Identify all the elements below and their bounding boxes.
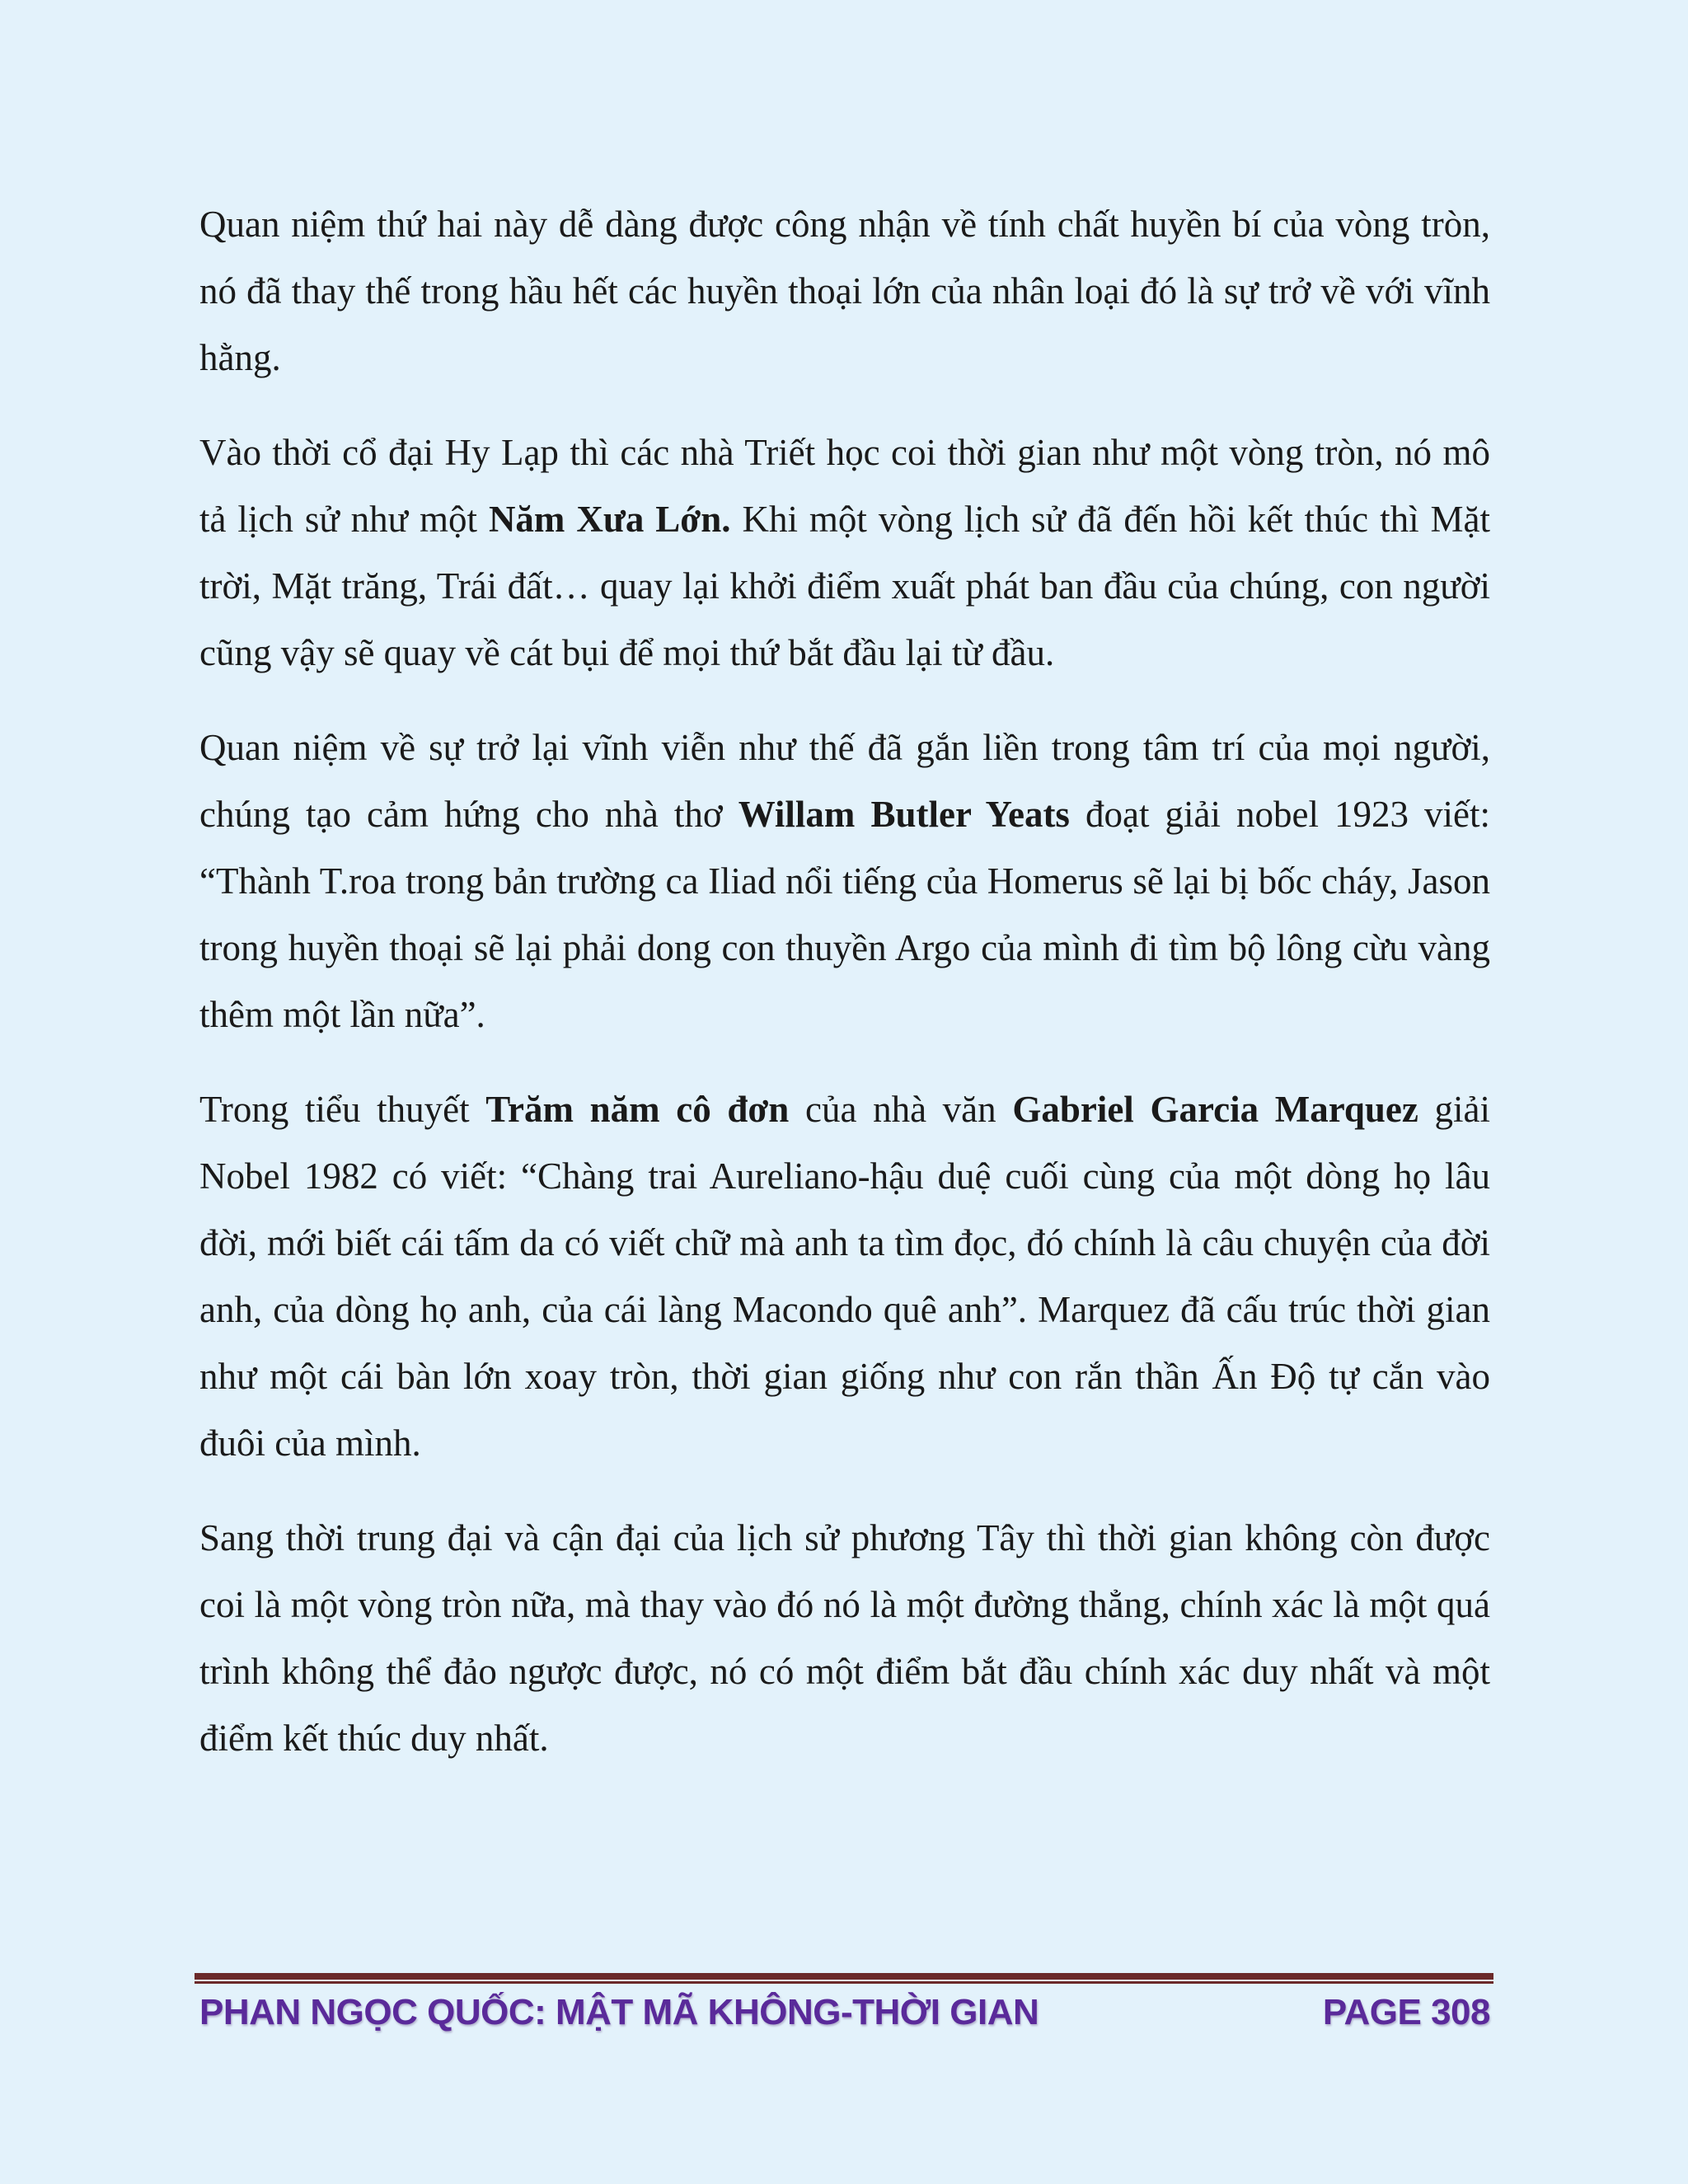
paragraph-text: Khi một vòng lịch sử đã đến hồi kết thúc thì Mặt trời, Mặt trăng, Trái đất… quay lại khởi điểm xuất phát ban đầu của chúng, con người cũng vậy sẽ quay về cát bụi để mọi thứ bắt đầu lại từ đầu.: [199, 499, 1491, 673]
paragraph: [199, 715, 1490, 1048]
paragraph-text: đoạt giải nobel 1923 viết: “Thành T.roa trong bản trường ca Iliad nổi tiếng của Homerus sẽ lại bị bốc cháy, Jason trong huyền thoại sẽ lại phải dong con thuyền Argo của mình đi tìm bộ lông cừu vàng thêm một lần nữa”.: [199, 794, 1490, 1035]
footer-title: PHAN NGỌC QUỐC: MẬT MÃ KHÔNG-THỜI GIAN: [199, 1992, 1039, 2032]
paragraph-text: Quan niệm về sự trở lại vĩnh viễn như thế đã gắn liền trong tâm trí của mọi người, chúng tạo cảm hứng cho nhà thơ: [199, 727, 1490, 835]
paragraph: [199, 1505, 1490, 1772]
bold-term: Trăm năm cô đơn: [485, 1089, 790, 1130]
footer-divider-thin: [195, 1981, 1493, 1984]
paragraph-text: Sang thời trung đại và cận đại của lịch sử phương Tây thì thời gian không còn được coi là một vòng tròn nữa, mà thay vào đó nó là một đường thẳng, chính xác là một quá trình không thể đảo ngược được, nó có một điểm bắt đầu chính xác duy nhất và một điểm kết thúc duy nhất.: [199, 1517, 1490, 1759]
paragraph: [199, 191, 1490, 391]
bold-term: Năm Xưa Lớn.: [488, 499, 731, 540]
bold-term: Willam Butler Yeats: [738, 794, 1070, 835]
paragraph-text: Vào thời cổ đại Hy Lạp thì các nhà Triết học coi thời gian như một vòng tròn, nó mô tả lịch sử như một: [199, 432, 1490, 540]
paragraph-text: giải Nobel 1982 có viết: “Chàng trai Aureliano-hậu duệ cuối cùng của một dòng họ lâu đời, mới biết cái tấm da có viết chữ mà anh ta tìm đọc, đó chính là câu chuyện của đời anh, của dòng họ anh, của cái làng Macondo quê anh”. Marquez đã cấu trúc thời gian như một cái bàn lớn xoay tròn, thời gian giống như con rắn thần Ấn Độ tự cắn vào đuôi của mình.: [199, 1089, 1490, 1464]
paragraph: [199, 1076, 1490, 1477]
page-number: PAGE 308: [1322, 1992, 1490, 2032]
paragraph-text: của nhà văn: [789, 1089, 1013, 1130]
bold-term: Gabriel Garcia Marquez: [1012, 1089, 1418, 1130]
footer-divider-thick: [195, 1973, 1493, 1980]
footer-divider: [195, 1973, 1493, 1984]
paragraph-text: Quan niệm thứ hai này dễ dàng được công nhận về tính chất huyền bí của vòng tròn, nó đã thay thế trong hầu hết các huyền thoại lớn của nhân loại đó là sự trở về với vĩnh hằng.: [199, 204, 1490, 378]
page-body: [199, 191, 1490, 1800]
paragraph-text: Trong tiểu thuyết: [199, 1089, 486, 1130]
page-footer: [199, 1986, 1490, 2039]
paragraph: [199, 419, 1490, 687]
